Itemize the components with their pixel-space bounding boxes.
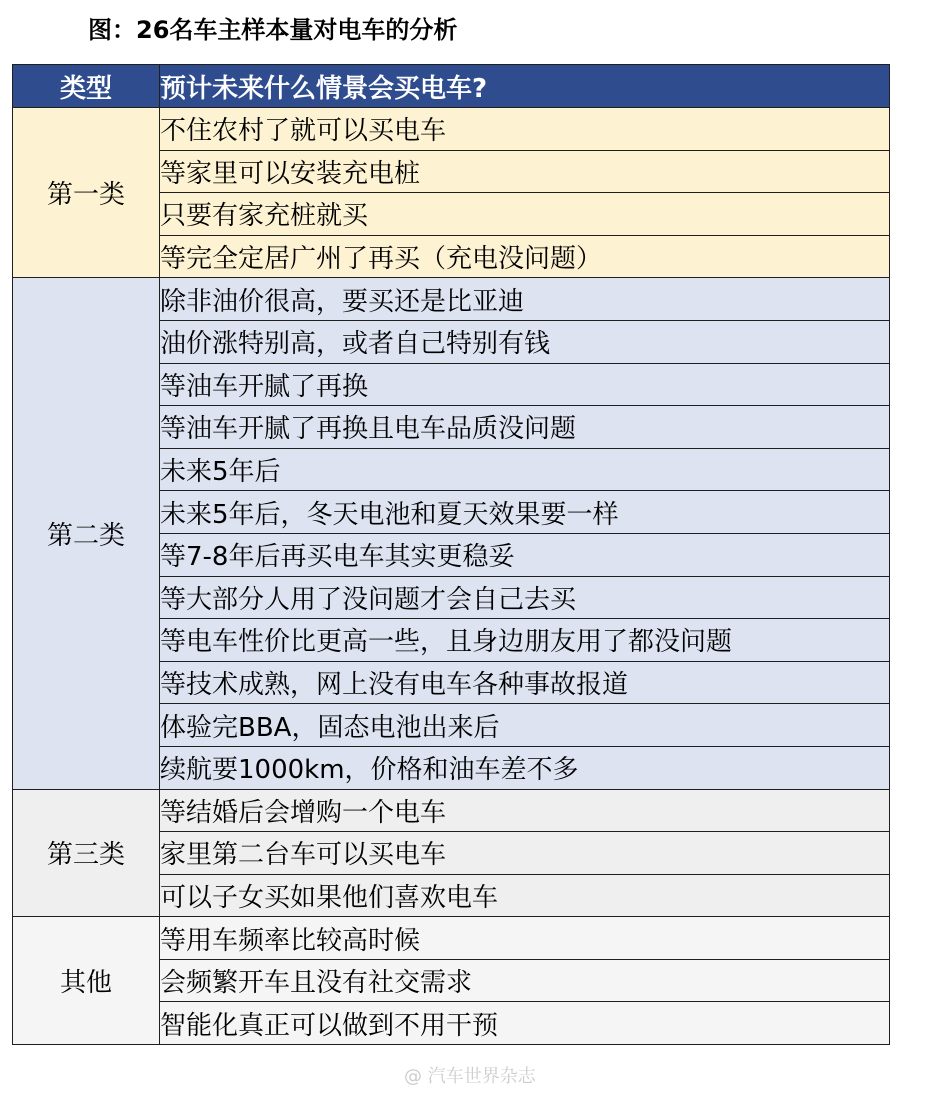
scenario-cell: 只要有家充桩就买 (160, 193, 890, 236)
survey-body (13, 108, 890, 1045)
scenario-cell: 等家里可以安装充电桩 (160, 150, 890, 193)
scenario-cell: 智能化真正可以做到不用干预 (160, 1002, 890, 1045)
table-row (13, 108, 890, 151)
scenario-cell: 等技术成熟，网上没有电车各种事故报道 (160, 661, 890, 704)
scenario-cell: 等油车开腻了再换 (160, 363, 890, 406)
type-cell: 第二类 (13, 278, 160, 789)
header-scenario: 预计未来什么情景会买电车? (160, 65, 890, 108)
figure-caption (88, 12, 457, 48)
scenario-cell: 未来5年后，冬天电池和夏天效果要一样 (160, 491, 890, 534)
type-cell: 第一类 (13, 108, 160, 278)
survey-table (12, 64, 890, 1045)
scenario-cell: 家里第二台车可以买电车 (160, 832, 890, 875)
scenario-cell: 等用车频率比较高时候 (160, 917, 890, 960)
scenario-cell: 未来5年后 (160, 448, 890, 491)
scenario-cell: 续航要1000km，价格和油车差不多 (160, 746, 890, 789)
scenario-cell: 不住农村了就可以买电车 (160, 108, 890, 151)
type-cell: 第三类 (13, 789, 160, 917)
scenario-cell: 会频繁开车且没有社交需求 (160, 959, 890, 1002)
header-row (13, 65, 890, 108)
table-row (13, 917, 890, 960)
caption-prefix: 图： (88, 16, 136, 44)
type-cell: 其他 (13, 917, 160, 1045)
scenario-cell: 可以子女买如果他们喜欢电车 (160, 874, 890, 917)
scenario-cell: 体验完BBA，固态电池出来后 (160, 704, 890, 747)
header-type: 类型 (13, 65, 160, 108)
scenario-cell: 除非油价很高，要买还是比亚迪 (160, 278, 890, 321)
caption-title: 26名车主样本量对电车的分析 (136, 16, 458, 44)
scenario-cell: 油价涨特别高，或者自己特别有钱 (160, 320, 890, 363)
table-row (13, 789, 890, 832)
scenario-cell: 等电车性价比更高一些，且身边朋友用了都没问题 (160, 619, 890, 662)
scenario-cell: 等完全定居广州了再买（充电没问题） (160, 235, 890, 278)
scenario-cell: 等大部分人用了没问题才会自己去买 (160, 576, 890, 619)
scenario-cell: 等结婚后会增购一个电车 (160, 789, 890, 832)
scenario-cell: 等7-8年后再买电车其实更稳妥 (160, 533, 890, 576)
scenario-cell: 等油车开腻了再换且电车品质没问题 (160, 406, 890, 449)
watermark: @ 汽车世界杂志 (404, 1066, 536, 1087)
table-row (13, 278, 890, 321)
